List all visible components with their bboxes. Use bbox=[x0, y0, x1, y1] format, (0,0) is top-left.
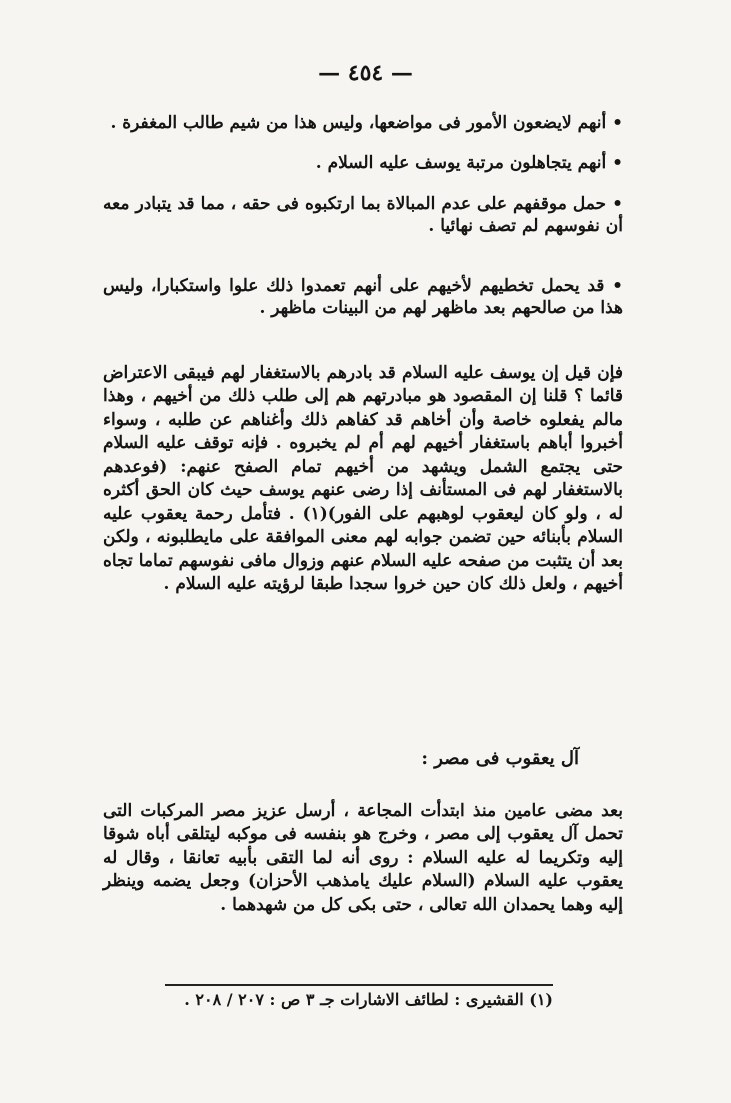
footnote: (١) القشيرى : لطائف الاشارات جـ ٣ ص : ٢٠٧ / ٢٠٨ . bbox=[184, 990, 553, 1009]
section-title: آل يعقوب فى مصر : bbox=[421, 748, 579, 769]
paragraph-1: فإن قيل إن يوسف عليه السلام قد بادرهم بالاستغفار لهم فيبقى الاعتراض قائما ؟ قلنا إن المقصود هو مبادرتهم هم إلى طلب ذلك من أخيهم ، وهذا مالم يفعلوه خاصة وأن أخاهم قد كفاهم ذلك وأغناهم عن طلبه ، وسواء أخبروا أباهم باستغفار أخيهم لهم أم لم يخبروه . فإنه توقف عليه السلام حتى يجتمع الشمل ويشهد من أخيهم تمام الصفح عنهم: (فوعدهم بالاستغفار لهم فى المستأنف إذا رضى عنهم يوسف حيث كان الحق أكثره له ، ولو كان ليعقوب لوهبهم على الفور)(١) . فتأمل رحمة يعقوب عليه السلام بأبنائه حين تضمن جوابه لهم معنى الموافقة على مايطلبونه ، ولكن بعد أن يتثبت من صفحه عليه السلام عنهم وزوال مافى نفوسهم تماما تجاه أخيهم ، ولعل ذلك كان حين خروا سجدا طبقا لرؤيته عليه السلام . bbox=[103, 363, 624, 595]
bullet-1: • أنهم لايضعون الأمور فى مواضعها، وليس هذا من شيم طالب المغفرة . bbox=[110, 113, 623, 133]
bullet-2: • أنهم يتجاهلون مرتبة يوسف عليه السلام . bbox=[315, 153, 623, 173]
bullet-3: • حمل موقفهم على عدم المبالاة بما ارتكبوه فى حقه ، مما قد يتبادر معه أن نفوسهم لم تصف نهائيا . bbox=[103, 194, 623, 237]
footnote-rule bbox=[165, 984, 553, 986]
page-number: — ٤٥٤ — bbox=[318, 60, 413, 86]
paragraph-2: بعد مضى عامين منذ ابتدأت المجاعة ، أرسل عزيز مصر المركبات التى تحمل آل يعقوب إلى مصر ، وخرج هو بنفسه فى موكبه ليتلقى أباه شوقا إليه وتكريما له عليه السلام : روى أنه لما التقى بأبيه تعانقا ، وقال له يعقوب عليه السلام (السلام عليك يامذهب الأحزان) وجعل يضمه وينظر إليه وهما يحمدان الله تعالى ، حتى بكى كل من شهدهما . bbox=[103, 801, 623, 915]
bullet-4: • قد يحمل تخطيهم لأخيهم على أنهم تعمدوا ذلك علوا واستكبارا، وليس هذا من صالحهم بعد ماظهر لهم من البينات ماظهر . bbox=[103, 276, 623, 319]
